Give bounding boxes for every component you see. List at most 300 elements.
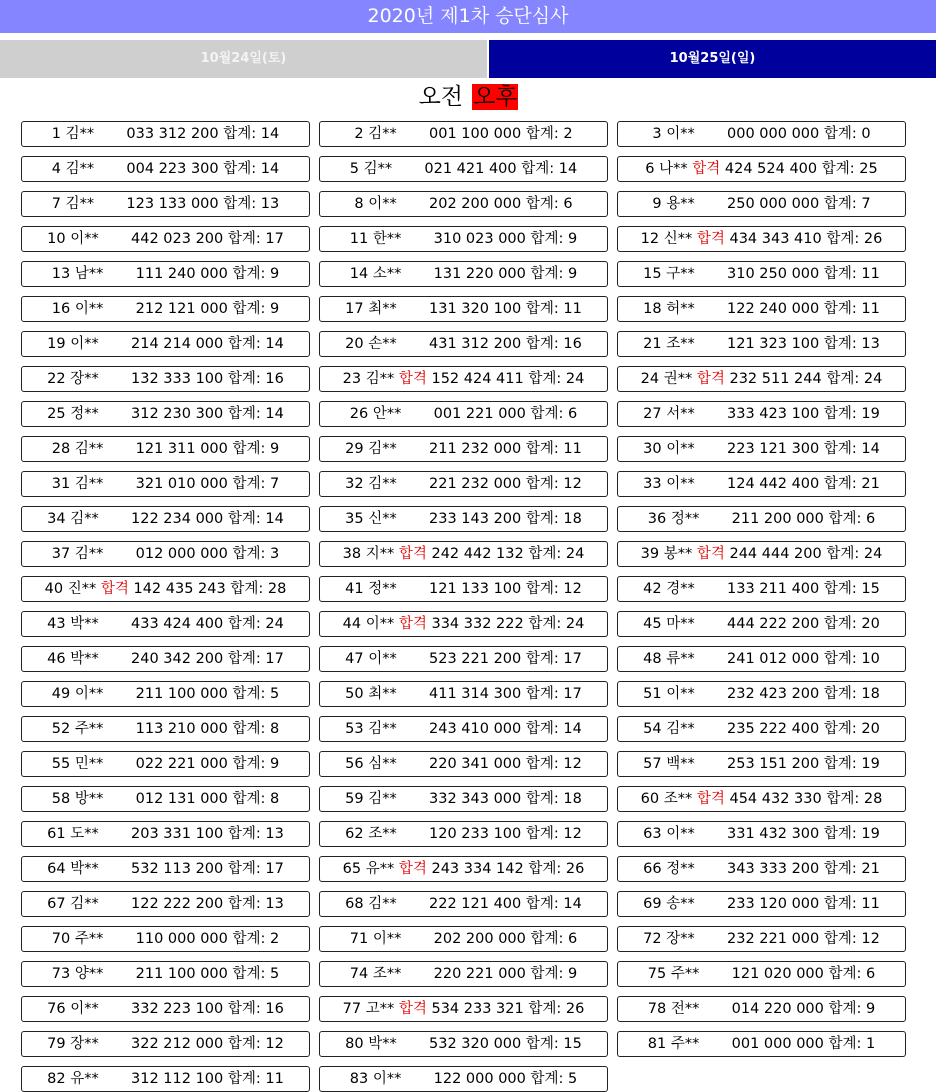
result-card-text	[618, 787, 905, 811]
pass-badge: 합격	[100, 581, 129, 597]
result-card-text	[22, 787, 309, 811]
total-text: 합계: 12	[525, 581, 582, 597]
candidate-label: 40 진**	[44, 581, 101, 597]
total-text: 합계: 16	[227, 371, 284, 387]
result-card-text	[320, 542, 607, 566]
result-card-text	[320, 717, 607, 741]
result-card-text	[320, 997, 607, 1021]
result-card-text	[22, 507, 309, 531]
result-card-text	[22, 402, 309, 426]
total-text: 합계: 19	[823, 406, 880, 422]
scores-text: 332 343 000	[429, 791, 526, 807]
scores-text: 444 222 200	[727, 616, 824, 632]
total-text: 합계: 9	[828, 1001, 876, 1017]
candidate-label: 71 이**	[349, 931, 406, 947]
total-text: 합계: 21	[823, 476, 880, 492]
result-card	[21, 541, 310, 567]
total-text: 합계: 11	[525, 441, 582, 457]
result-card-text	[22, 227, 309, 251]
scores-text: 312 112 100	[131, 1071, 228, 1087]
candidate-label: 19 이**	[47, 336, 104, 352]
scores-text: 001 100 000	[429, 126, 526, 142]
candidate-label: 6 나**	[645, 161, 693, 177]
candidate-label: 20 손**	[345, 336, 402, 352]
result-card	[21, 296, 310, 322]
total-text: 합계: 17	[525, 651, 582, 667]
result-card-text	[320, 332, 607, 356]
scores-text: 111 240 000	[135, 266, 233, 282]
result-card	[617, 821, 906, 847]
scores-text: 434 343 410	[729, 231, 827, 247]
session-pm-link[interactable]: 오후	[473, 84, 518, 110]
total-text: 합계: 12	[525, 826, 582, 842]
result-card-text	[320, 1032, 607, 1056]
scores-text: 124 442 400	[727, 476, 824, 492]
scores-text: 012 000 000	[135, 546, 233, 562]
result-card-text	[320, 367, 607, 391]
total-text: 합계: 17	[227, 651, 284, 667]
result-card-text	[320, 297, 607, 321]
scores-text: 310 250 000	[727, 266, 824, 282]
total-text: 합계: 12	[525, 756, 582, 772]
result-card	[319, 926, 608, 952]
scores-text: 132 333 100	[131, 371, 228, 387]
candidate-label: 48 류**	[643, 651, 700, 667]
total-text: 합계: 26	[528, 861, 585, 877]
result-card-text	[618, 612, 905, 636]
candidate-label: 37 김**	[51, 546, 108, 562]
total-text: 합계: 20	[823, 721, 880, 737]
result-card-text	[618, 752, 905, 776]
result-card-text	[22, 192, 309, 216]
total-text: 합계: 7	[232, 476, 280, 492]
scores-text: 322 212 000	[131, 1036, 228, 1052]
total-text: 합계: 28	[230, 581, 287, 597]
result-card	[319, 1031, 608, 1057]
scores-text: 233 143 200	[429, 511, 526, 527]
scores-text: 014 220 000	[731, 1001, 829, 1017]
result-card	[617, 121, 906, 147]
result-card	[21, 506, 310, 532]
scores-text: 240 342 200	[131, 651, 228, 667]
result-card	[617, 961, 906, 987]
scores-text: 523 221 200	[429, 651, 526, 667]
total-text: 합계: 14	[227, 336, 284, 352]
scores-text: 000 000 000	[727, 126, 824, 142]
result-card-text	[618, 157, 905, 181]
result-card-text	[320, 647, 607, 671]
total-text: 합계: 15	[525, 1036, 582, 1052]
scores-text: 532 113 200	[131, 861, 228, 877]
candidate-label: 13 남**	[51, 266, 108, 282]
result-card	[319, 261, 608, 287]
total-text: 합계: 5	[232, 686, 280, 702]
candidate-label: 58 방**	[51, 791, 108, 807]
result-card	[319, 891, 608, 917]
result-card-text	[618, 577, 905, 601]
total-text: 합계: 24	[826, 371, 883, 387]
total-text: 합계: 6	[828, 511, 876, 527]
total-text: 합계: 16	[525, 336, 582, 352]
total-text: 합계: 28	[826, 791, 883, 807]
result-card	[21, 961, 310, 987]
result-card	[617, 646, 906, 672]
total-text: 합계: 6	[828, 966, 876, 982]
total-text: 합계: 6	[525, 196, 573, 212]
scores-text: 142 435 243	[133, 581, 231, 597]
scores-text: 202 200 000	[433, 931, 531, 947]
scores-text: 120 233 100	[429, 826, 526, 842]
candidate-label: 44 이**	[342, 616, 399, 632]
candidate-label: 83 이**	[349, 1071, 406, 1087]
candidate-label: 33 이**	[643, 476, 700, 492]
scores-text: 244 444 200	[729, 546, 827, 562]
scores-text: 004 223 300	[126, 161, 224, 177]
scores-text: 110 000 000	[135, 931, 233, 947]
scores-text: 220 341 000	[429, 756, 526, 772]
result-card	[319, 156, 608, 182]
total-text: 합계: 9	[530, 231, 578, 247]
candidate-label: 2 김**	[354, 126, 402, 142]
tab-oct-25[interactable]: 10월25일(일)	[489, 40, 936, 78]
candidate-label: 28 김**	[51, 441, 108, 457]
scores-text: 021 421 400	[424, 161, 522, 177]
candidate-label: 51 이**	[643, 686, 700, 702]
result-card-text	[22, 822, 309, 846]
total-text: 합계: 14	[525, 896, 582, 912]
total-text: 합계: 14	[521, 161, 578, 177]
result-card-text	[22, 122, 309, 146]
candidate-label: 77 고**	[342, 1001, 399, 1017]
result-card	[21, 856, 310, 882]
candidate-label: 8 이**	[354, 196, 402, 212]
result-card	[319, 436, 608, 462]
result-card-text	[618, 402, 905, 426]
page-title: 2020년 제1차 승단심사	[0, 0, 936, 33]
scores-text: 012 131 000	[135, 791, 233, 807]
result-card-text	[320, 857, 607, 881]
result-card-text	[618, 192, 905, 216]
result-card-text	[22, 682, 309, 706]
result-card-text	[22, 717, 309, 741]
result-card	[617, 226, 906, 252]
result-card	[21, 156, 310, 182]
candidate-label: 39 봉**	[640, 546, 697, 562]
result-card-text	[618, 437, 905, 461]
total-text: 합계: 14	[823, 441, 880, 457]
result-card	[21, 1066, 310, 1092]
result-card	[617, 576, 906, 602]
result-card-text	[618, 927, 905, 951]
scores-text: 232 221 000	[727, 931, 824, 947]
session-am-link[interactable]: 오전	[418, 84, 463, 110]
total-text: 합계: 9	[232, 441, 280, 457]
scores-text: 121 311 000	[135, 441, 233, 457]
total-text: 합계: 13	[823, 336, 880, 352]
result-card	[319, 366, 608, 392]
total-text: 합계: 21	[823, 861, 880, 877]
pass-badge: 합격	[696, 231, 725, 247]
scores-text: 253 151 200	[727, 756, 824, 772]
total-text: 합계: 12	[227, 1036, 284, 1052]
total-text: 합계: 2	[525, 126, 573, 142]
candidate-label: 64 박**	[47, 861, 104, 877]
result-card-text	[320, 577, 607, 601]
scores-text: 211 100 000	[135, 966, 233, 982]
result-card	[319, 961, 608, 987]
total-text: 합계: 3	[232, 546, 280, 562]
result-card-text	[618, 997, 905, 1021]
total-text: 합계: 6	[530, 931, 578, 947]
pass-badge: 합격	[398, 371, 427, 387]
total-text: 합계: 16	[227, 1001, 284, 1017]
total-text: 합계: 9	[232, 266, 280, 282]
candidate-label: 52 주**	[51, 721, 108, 737]
result-card-text	[320, 752, 607, 776]
total-text: 합계: 24	[826, 546, 883, 562]
total-text: 합계: 14	[227, 406, 284, 422]
scores-text: 454 432 330	[729, 791, 827, 807]
scores-text: 433 424 400	[131, 616, 228, 632]
scores-text: 250 000 000	[727, 196, 824, 212]
result-card	[21, 401, 310, 427]
result-card	[21, 821, 310, 847]
result-card-text	[22, 892, 309, 916]
scores-text: 211 100 000	[135, 686, 233, 702]
result-card	[21, 751, 310, 777]
result-card-text	[320, 157, 607, 181]
total-text: 합계: 8	[232, 791, 280, 807]
total-text: 합계: 0	[823, 126, 871, 142]
result-card	[21, 331, 310, 357]
result-card	[617, 681, 906, 707]
result-card	[21, 716, 310, 742]
candidate-label: 81 주**	[647, 1036, 704, 1052]
total-text: 합계: 15	[823, 581, 880, 597]
scores-text: 122 234 000	[131, 511, 228, 527]
result-card	[21, 436, 310, 462]
result-card-text	[618, 297, 905, 321]
scores-text: 424 524 400	[724, 161, 822, 177]
candidate-label: 24 권**	[640, 371, 697, 387]
total-text: 합계: 14	[525, 721, 582, 737]
total-text: 합계: 1	[828, 1036, 876, 1052]
result-card	[319, 821, 608, 847]
total-text: 합계: 2	[232, 931, 280, 947]
scores-text: 241 012 000	[727, 651, 824, 667]
candidate-label: 78 전**	[647, 1001, 704, 1017]
result-card	[21, 926, 310, 952]
candidate-label: 30 이**	[643, 441, 700, 457]
total-text: 합계: 24	[528, 546, 585, 562]
result-card	[319, 751, 608, 777]
result-card-text	[618, 1032, 905, 1056]
result-card	[21, 681, 310, 707]
result-card-text	[320, 822, 607, 846]
result-card	[319, 856, 608, 882]
result-card	[21, 996, 310, 1022]
result-card	[21, 786, 310, 812]
total-text: 합계: 11	[525, 301, 582, 317]
result-card-text	[320, 122, 607, 146]
scores-text: 001 000 000	[731, 1036, 829, 1052]
result-card-text	[22, 857, 309, 881]
candidate-label: 82 유**	[47, 1071, 104, 1087]
candidate-label: 73 양**	[51, 966, 108, 982]
result-card-text	[618, 332, 905, 356]
candidate-label: 4 김**	[51, 161, 99, 177]
candidate-label: 74 조**	[349, 966, 406, 982]
scores-text: 232 511 244	[729, 371, 827, 387]
result-card	[319, 226, 608, 252]
result-card	[319, 541, 608, 567]
result-card-text	[22, 752, 309, 776]
result-card-text	[320, 682, 607, 706]
total-text: 합계: 25	[821, 161, 878, 177]
result-card	[21, 576, 310, 602]
candidate-label: 60 조**	[640, 791, 697, 807]
candidate-label: 22 장**	[47, 371, 104, 387]
total-text: 합계: 9	[232, 301, 280, 317]
result-card	[319, 506, 608, 532]
scores-text: 211 232 000	[429, 441, 526, 457]
candidate-label: 16 이**	[51, 301, 108, 317]
candidate-label: 49 이**	[51, 686, 108, 702]
result-card	[319, 996, 608, 1022]
total-text: 합계: 11	[227, 1071, 284, 1087]
candidate-label: 55 민**	[51, 756, 108, 772]
candidate-label: 70 주**	[51, 931, 108, 947]
result-card-text	[320, 892, 607, 916]
result-card	[617, 716, 906, 742]
result-card	[617, 401, 906, 427]
pass-badge: 합격	[398, 616, 427, 632]
result-card-text	[22, 542, 309, 566]
result-card-text	[618, 367, 905, 391]
total-text: 합계: 18	[823, 686, 880, 702]
total-text: 합계: 5	[232, 966, 280, 982]
scores-text: 123 133 000	[126, 196, 224, 212]
result-card-text	[618, 717, 905, 741]
result-card-text	[22, 577, 309, 601]
candidate-label: 10 이**	[47, 231, 104, 247]
candidate-label: 45 마**	[643, 616, 700, 632]
total-text: 합계: 24	[227, 616, 284, 632]
candidate-label: 23 김**	[342, 371, 399, 387]
scores-text: 334 332 222	[431, 616, 529, 632]
pass-badge: 합격	[398, 861, 427, 877]
result-card	[21, 191, 310, 217]
result-card	[617, 856, 906, 882]
result-card	[21, 366, 310, 392]
result-card-text	[618, 682, 905, 706]
result-card-text	[22, 612, 309, 636]
result-card	[617, 1031, 906, 1057]
total-text: 합계: 17	[227, 231, 284, 247]
total-text: 합계: 9	[530, 266, 578, 282]
result-card	[21, 226, 310, 252]
total-text: 합계: 18	[525, 791, 582, 807]
scores-text: 133 211 400	[727, 581, 824, 597]
candidate-label: 61 도**	[47, 826, 104, 842]
result-card-text	[618, 822, 905, 846]
candidate-label: 34 김**	[47, 511, 104, 527]
candidate-label: 3 이**	[652, 126, 700, 142]
result-card-text	[22, 297, 309, 321]
candidate-label: 54 김**	[643, 721, 700, 737]
result-card	[617, 436, 906, 462]
result-card-text	[22, 157, 309, 181]
result-card-text	[320, 472, 607, 496]
result-card-text	[320, 227, 607, 251]
candidate-label: 76 이**	[47, 1001, 104, 1017]
total-text: 합계: 19	[823, 756, 880, 772]
total-text: 합계: 7	[823, 196, 871, 212]
result-card	[319, 331, 608, 357]
scores-text: 202 200 000	[429, 196, 526, 212]
result-card-text	[320, 927, 607, 951]
result-card-text	[618, 122, 905, 146]
total-text: 합계: 19	[823, 826, 880, 842]
result-card	[319, 191, 608, 217]
result-card-text	[618, 542, 905, 566]
scores-text: 022 221 000	[135, 756, 233, 772]
candidate-label: 5 김**	[349, 161, 397, 177]
scores-text: 312 230 300	[131, 406, 228, 422]
tab-oct-24[interactable]: 10월24일(토)	[0, 40, 487, 78]
result-card-text	[22, 332, 309, 356]
total-text: 합계: 12	[823, 931, 880, 947]
result-card	[21, 646, 310, 672]
result-card-text	[320, 612, 607, 636]
scores-text: 033 312 200	[126, 126, 224, 142]
result-card-text	[618, 857, 905, 881]
scores-text: 121 020 000	[731, 966, 829, 982]
scores-text: 221 232 000	[429, 476, 526, 492]
result-card	[617, 261, 906, 287]
result-card-text	[22, 262, 309, 286]
total-text: 합계: 14	[223, 161, 280, 177]
candidate-label: 43 박**	[47, 616, 104, 632]
scores-text: 121 133 100	[429, 581, 526, 597]
candidate-label: 59 김**	[345, 791, 402, 807]
candidate-label: 62 조**	[345, 826, 402, 842]
total-text: 합계: 6	[530, 406, 578, 422]
scores-text: 310 023 000	[433, 231, 531, 247]
result-card	[617, 366, 906, 392]
candidate-label: 9 용**	[652, 196, 700, 212]
total-text: 합계: 14	[227, 511, 284, 527]
total-text: 합계: 17	[525, 686, 582, 702]
candidate-label: 21 조**	[643, 336, 700, 352]
result-card-text	[22, 1032, 309, 1056]
candidate-label: 36 정**	[647, 511, 704, 527]
result-card-text	[320, 962, 607, 986]
result-card	[617, 506, 906, 532]
candidate-label: 25 정**	[47, 406, 104, 422]
scores-text: 211 200 000	[731, 511, 829, 527]
candidate-label: 68 김**	[345, 896, 402, 912]
result-card-text	[22, 962, 309, 986]
candidate-label: 80 박**	[345, 1036, 402, 1052]
scores-text: 321 010 000	[135, 476, 233, 492]
result-card-text	[618, 647, 905, 671]
candidate-label: 15 구**	[643, 266, 700, 282]
result-card-text	[618, 227, 905, 251]
scores-text: 203 331 100	[131, 826, 228, 842]
total-text: 합계: 11	[823, 301, 880, 317]
candidate-label: 14 소**	[349, 266, 406, 282]
